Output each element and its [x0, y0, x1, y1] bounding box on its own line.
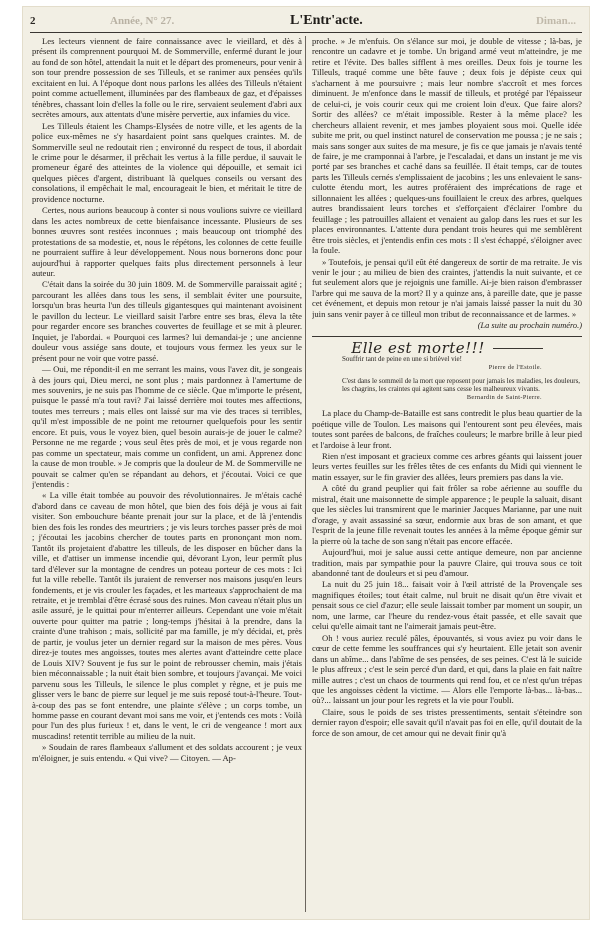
article-paragraph: proche. » Je m'enfuis. On s'élance sur moi, je double de vitesse ; là-bas, je rencontre un cadavre et je tombe. Un brigand armé veut m'atteindre, je me retire et l'évite. Des balles sifflent à mes oreilles. Deux fois je tourne les Tilleuls, traqué comme une bête fauve ; deux fois je dépiste ceux qui s'acharnent à me poursuivre ; mais leur nombre s'accroît et mes forces diminuent. Je m'enfonce dans le massif de tilleuls, et protégé par l'épaisseur de celui-ci, je vois courir ceux qui me croient loin d'eux. Que faire alors? Sortir des allées? ce m'était impossible. Rester à la même place? les chercheurs allaient revenir, et mes jambes ployaient sous moi. Quelle idée subite me prit, ou quel instinct naturel de conservation me poussa ; je ne sais ; mais sans songer aux suites de ma mesure, je fis ce que jamais je n'avais tenté de faire, je me cramponnai à l'arbre, je l'escaladai, et dans un instant je me vis porté par ses branches et caché dans sa feuillée. Il était temps, car de toutes parts les Tilleuls cernés s'emplissaient de jacobins ; les uns enlevaient le sans-culotte étendu mort, les autres proféraient des imprécations de rage et sillonnaient les allées ; quelques-uns fouillaient le creux des arbres, quelques autres brandissaient leurs torches et s'efforçaient d'éclairer l'ombre du feuillage ; les patrouilles allaient et venaient au galop dans les rues et sur les places environnantes. L'attente dura pendant trois heures qui me semblèrent être trois siècles, et j'entendis enfin ces mots : Il s'est échappé, s'éloigner avec la foule. — [312, 36, 582, 256]
article-paragraph: Claire, sous le poids de ses tristes pressentiments, sentait s'éteindre son dernier rayon d'espoir; elle savait qu'il n'avait pas foi en elle, qu'il doutait de la force de son amour, de cet amour qui ne devait finir qu'à — [312, 706, 582, 738]
article-paragraph: Oh ! vous auriez reculé pâles, épouvantés, si vous aviez pu voir dans le cœur de cette femme les souffrances qui s'y heurtaient. Elle jetait son avenir dans un abîme... dans l'abîme de ses pensées, de ses peines. C'est là le suicide le plus affreux ; c'est le sein percé d'un dard, et qui, dans la plaie en fait naître mille autres ; c'est un chaos de tourments qui rend fou, et ce n'est qu'un trépas que les angoisses cèdent la victime. — Alors elle l'emporte là-bas... là-bas... où?... laissant un jour pour les regrets et la vie pour l'oubli. — [312, 632, 582, 706]
article-paragraph: » Toutefois, je pensai qu'il eût été dangereux de sortir de ma retraite. Je vis venir le jour ; au milieu de bien des craintes, j'attendis la nuit suivante, et ce fut seulement alors que je rejoignis une famille. Ai-je bien raison d'embrasser l'arbre qui me sauva de la mort? Il y a quinze ans, à pareille date, que je passe cet événement, et depuis mon retour je n'ai jamais laissé passer la nuit du 30 juin sans venir payer à ce tilleul mon tribut de reconnaissance et de larmes. » — [312, 256, 582, 319]
page-number: 2 — [30, 15, 36, 27]
section-title-text: Elle est morte!!! — [351, 338, 485, 357]
article-paragraph: Rien n'est imposant et gracieux comme ces arbres géants qui laissent jouer leurs vertes feuilles sur les frêles têtes de ces enfants du Midi qui viennent le matin essayer, sur le fin gravier des allées, leurs premiers pas dans la vie. — [312, 450, 582, 482]
article-paragraph: — Oui, me répondit-il en me serrant les mains, vous l'avez dit, je songeais à des jours qui, Dieu merci, ne sont plus ; mais pardonnez à l'amertume de mes souvenirs, je ne suis pas l'homme de ce siècle. Que m'importe le présent, puisque le passé m'a tout ravi? J'ai laissé derrière moi toutes mes affections, toutes mes terreurs ; mais elles ont laissé sur ma vie des traces si terribles, qu'il m'est impossible de ne point me retourner quelquefois pour les sentir encore. Et puis, vous le voyez bien, quel besoin aurais-je de jouer le calme? Personne ne me regarde ; vous seul êtes près de moi, et je vous regarde non pas comme un spectateur, mais comme un confident, un ami. Apprenez donc la cause de mon trouble. » Je compris que la douleur de M. de Sommerville ne pouvait se calmer qu'en se répandant au dehors, et j'écoutai. Voici ce que j'entendis : — [32, 364, 302, 490]
newspaper-page — [22, 6, 590, 920]
section-separator — [312, 336, 582, 337]
right-column — [312, 36, 582, 916]
article-paragraph: A côté du grand peuplier qui fait frôler sa robe aérienne au souffle du mistral, était une maisonnette de simple apparence ; le peuple la saluait, disant que les siècles lui transmirent que le marinier Jacques Marianne, par une nuit d'orage, y avait assassiné sa sœur, endormie aux bras de son amant, et que l'esprit de la jeune fille revenait toutes les années à la même époque gémir sur la pierre où la tache de son sang n'était pas encore effacée. — [312, 483, 582, 546]
article-paragraph: Aujourd'hui, moi je salue aussi cette antique demeure, non par ancienne tradition, mais par sympathie pour la pauvre Claire, qui trouva sous ce toit abandonné tant de douleurs et si peu d'amour. — [312, 547, 582, 578]
left-column — [32, 36, 302, 916]
section-title — [312, 338, 582, 357]
page-header — [30, 6, 582, 33]
article-paragraph: Les lecteurs viennent de faire connaissance avec le vieillard, et dès à présent ils comprennent pourquoi M. de Sommerville, enfermé durant le jour au fond de son hôtel, attendait la nuit et le départ des promeneurs, pour venir à son tour prendre possession de ses Tilleuls, et se ranimer aux pensées qu'ils excitaient en lui. A l'époque dont nous parlons les allées des Tilleuls n'étaient point comme actuellement, illuminées par des flambeaux de gaz, et d'épaisses ténèbres, chassant loin d'elles la folle ou le rire, servaient seulement d'abri aux secrètes amours, aux attentats d'une misère pervertie, aux infamies du vice. — [32, 36, 302, 120]
newspaper-title: L'Entr'acte. — [290, 13, 363, 28]
article-paragraph: « La ville était tombée au pouvoir des révolutionnaires. Je m'étais caché d'abord dans ce caveau de mon hôtel, que bien des fois déjà je vous ai fait visiter. Son embouchure béante prenait jour sur la place, et de là j'entendis bien des fois les rondes des meurtriers ; je vis leurs torches passer près de moi ; j'écoutai les jacobins chercher de toutes parts en prononçant mon nom. Tantôt ils projetaient d'abattre les tilleuls, de les disposer en bûcher dans la ville, et d'attiser un immense incendie qui, dévorant Lyon, leur permît plus tard d'élever sur la montagne de cendres un poteau porteur de ces mots : Ici fut la ville rebelle. Tantôt ils juraient de renverser nos maisons jusqu'en leurs fondements, et je vis crouler les façades, et les marteaux s'approchaient de ma retraite, et je tremblai d'être écrasé sous des ruines. Mon caveau n'était plus un asile assuré, je le quittai pour m'enterrer ailleurs. Cependant une voie m'était ouverte pour quitter ma patrie ; long-temps j'hésitai à la prendre, dans la crainte d'une trahison ; mais, sollicité par ma famille, je m'y décidai, et, près de partir, je voulus jeter un dernier regard sur la maison de mes pères. Vous direz-je toutes mes angoisses, toutes mes alertes avant d'atteindre cette place de Louis XIV? Souvent je fus sur le point de rebrousser chemin, mais j'étais bien méconnaissable ; la nuit était bien sombre, et toujours j'avançai. Me voici parvenu sous les Tilleuls, le silence le plus complet y règne, et je puis me glisser vers le banc de pierre sur lequel je me suis reposé tout-à-l'heure. Tout-à-coup des pas se font entendre, une plainte s'élève ; un corps tombe, un homme passe en courant devant moi sans me voir, et j'entends ces mots : Voilà pour l'un des plus furieux ! et, dans le vent, le cri de vengeance ! mort aux muscadins! retentit terrible au milieu de la nuit. — [32, 490, 302, 741]
epigraph — [342, 355, 582, 372]
issue-ghost-text: Année, N° 27. — [110, 15, 175, 27]
epigraph — [342, 377, 582, 402]
article-paragraph: C'était dans la soirée du 30 juin 1809. M. de Sommerville paraissait agité ; parcourant les allées dans tous les sens, il semblait éviter une poursuite, lorsqu'un bras heurta l'un des tilleuls gigantesques qui maintenant avoisinent le pavillon du lecteur. Le vieillard saisit l'arbre entre ses bras, éleva la tête pour regarder encore ses branches couvertes de feuillage et se mit à pleurer. Inquiet, je l'abordai. « Pourquoi ces larmes? lui demandai-je ; une ancienne douleur vous assiége sans doute, et toujours vous fermez les yeux sur le présent pour ne voir que votre passé. — [32, 279, 302, 363]
epigraph-attribution: Bernardin de Saint-Pierre. — [466, 393, 542, 401]
column-divider — [305, 36, 306, 912]
continued-note: (La suite au prochain numéro.) — [477, 321, 582, 331]
article-paragraph: La place du Champ-de-Bataille est sans contredit le plus beau quartier de la poétique ville de Toulon. Les maisons qui l'entourent sont peu élevées, mais toutes sont parées de balcons, de fraîches couleurs; le marbre brille à leur pied et l'ardoise à leur front. — [312, 408, 582, 450]
article-paragraph: La nuit du 25 juin 18... faisait voir à l'œil attristé de la Provençale ses magnifiques étoiles; tout était calme, nul bruit ne disait qu'un être vivait et pensait sous ce ciel d'azur; elle seule laissait tomber par moment un soupir, un nom, une larme, car l'heure du rendez-vous était passée, et elle savait que celui qu'elle aimait tant ne l'aimerait jamais peut-être. — [312, 579, 582, 632]
article-paragraph: » Soudain de rares flambeaux s'allument et des soldats accourent ; je veux m'éloigner, je suis entendu. « Qui vive? — Citoyen. — Ap- — [32, 742, 302, 763]
epigraph-text: C'est dans le sommeil de la mort que reposent pour jamais les maladies, les douleurs, les chagrins, les craintes qui agitent sans cesse les malheureux vivants. — [342, 376, 581, 394]
article-paragraph: Certes, nous aurions beaucoup à conter si nous voulions suivre ce vieillard dans les actes nombreux de cette bienfaisance incessante. Plusieurs de ses bonnes œuvres sont restées inconnues ; mais beaucoup ont triomphé des protestations de sa modestie, et, nous le répétons, les colonnes de cette feuille ne pourraient suffire à leur développement. Nous nous bornerons donc pour aujourd'hui à rapporter quelques faits plus directement personnels à leur auteur. — [32, 205, 302, 278]
epigraph-attribution: Pierre de l'Estoile. — [488, 363, 542, 371]
epigraph-text: Souffrir tant de peine en une si brièvel vie! — [342, 355, 462, 364]
article-paragraph: Les Tilleuls étaient les Champs-Elysées de notre ville, et les agents de la police eux-mêmes ne s'y hasardaient point sans quelques craintes. M. de Sommerville seul ne redoutait rien ; environné du respect de tous, il abordait le crime pour le désarmer, il prêchait les vertus à la fille perdue, il sauvait le promeneur égaré des atteintes de la violence qui dépouille, et semait ici quelques pièces d'argent, distribuant là quelques conseils ou versant des consolations, il empêchait le mal, encourageait le bien, et méritait le titre de providence nocturne. — [32, 120, 302, 204]
right-ghost-text: Diman... — [535, 15, 576, 27]
title-rule — [493, 348, 543, 349]
